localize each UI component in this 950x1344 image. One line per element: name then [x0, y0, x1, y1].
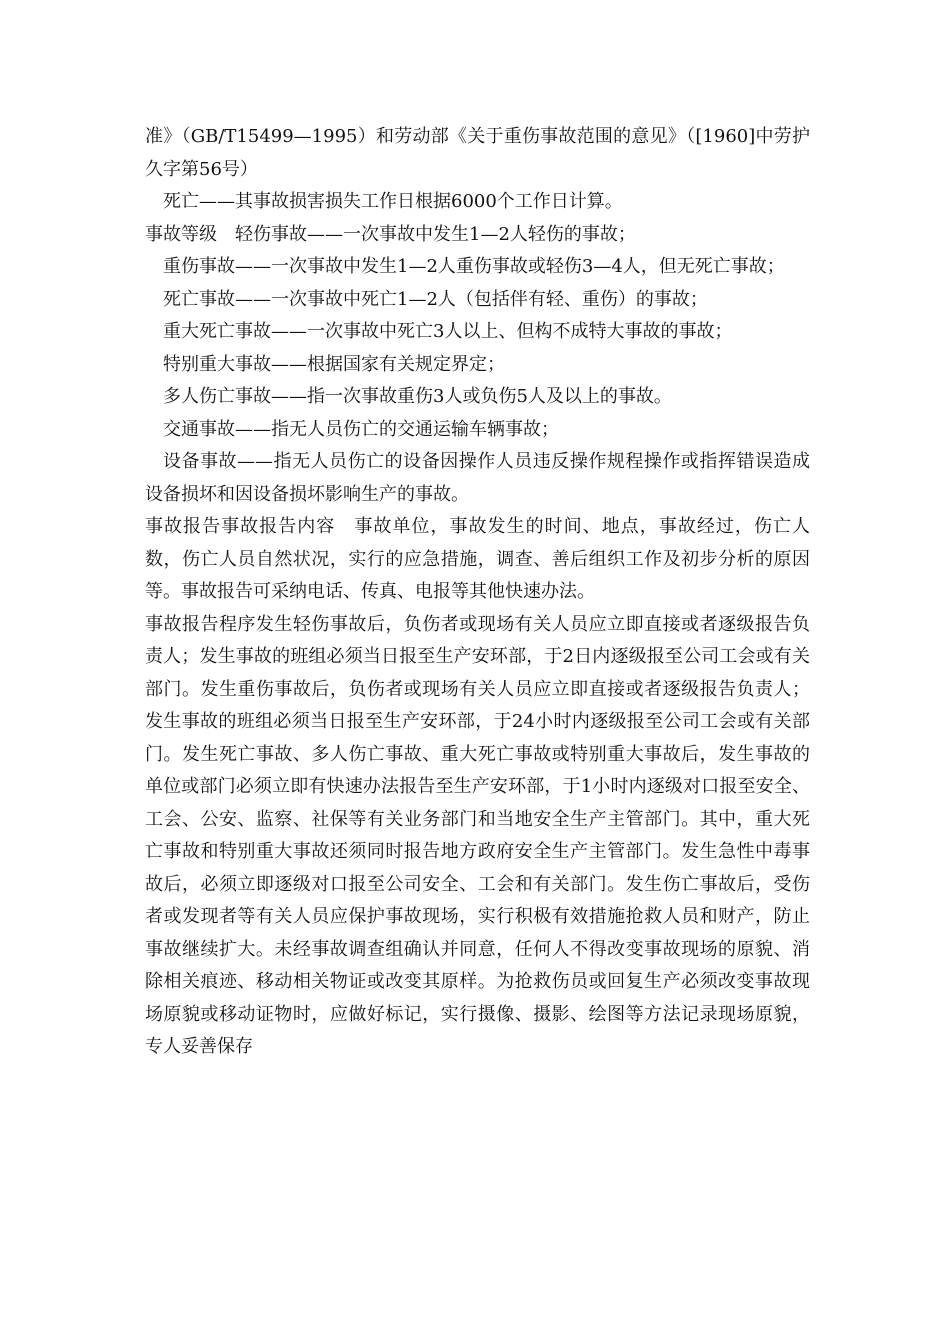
paragraph-report-procedure: 事故报告程序发生轻伤事故后，负伤者或现场有关人员应立即直接或者逐级报告负责人；发生事故的班组必须当日报至生产安环部，于2日内逐级报至公司工会或有关部门。发生重伤事故后，负伤者或现场有关人员应立即直接或者逐级报告负责人；发生事故的班组必须当日报至生产安环部，于24小时内逐级报至公司工会或有关部门。发生死亡事故、多人伤亡事故、重大死亡事故或特别重大事故后，发生事故的单位或部门必须立即有快速办法报告至生产安环部，于1小时内逐级对口报至安全、工会、公安、监察、社保等有关业务部门和当地安全生产主管部门。其中，重大死亡事故和特别重大事故还须同时报告地方政府安全生产主管部门。发生急性中毒事故后，必须立即逐级对口报至公司安全、工会和有关部门。发生伤亡事故后，受伤者或发现者等有关人员应保护事故现场，实行积极有效措施抢救人员和财产，防止事故继续扩大。未经事故调查组确认并同意，任何人不得改变事故现场的原貌、消除相关痕迹、移动相关物证或改变其原样。为抢救伤员或回复生产必须改变事故现场原貌或移动证物时，应做好标记，实行摄像、摄影、绘图等方法记录现场原貌，专人妥善保存 [145, 613, 810, 1057]
paragraph-traffic-accident: 交通事故——指无人员伤亡的交通运输车辆事故； [163, 418, 559, 440]
paragraph-especially-major-accident: 特别重大事故——根据国家有关规定界定； [163, 353, 505, 375]
paragraph-report-content: 事故报告事故报告内容 事故单位，事故发生的时间、地点，事故经过，伤亡人数，伤亡人员自然状况，实行的应急措施，调查、善后组织工作及初步分析的原因等。事故报告可采纳电话、传真、电报等其他快速办法。 [145, 516, 810, 602]
paragraph-equipment-accident: 设备事故——指无人员伤亡的设备因操作人员违反操作规程操作或指挥错误造成设备损坏和因设备损坏影响生产的事故。 [145, 451, 810, 505]
paragraph-multiple-casualty: 多人伤亡事故——指一次事故重伤3人或负伤5人及以上的事故。 [163, 386, 672, 407]
paragraph-minor-injury: 事故等级 轻伤事故——一次事故中发生1—2人轻伤的事故； [145, 223, 636, 245]
paragraph-major-fatal-accident: 重大死亡事故——一次事故中死亡3人以上、但构不成特大事故的事故； [163, 321, 733, 342]
paragraph-standard-reference: 准》（GB/T15499—1995）和劳动部《关于重伤事故范围的意见》（[1960]中劳护久字第56号） [145, 126, 810, 180]
document-body [145, 121, 810, 1064]
paragraph-fatal-accident: 死亡事故——一次事故中死亡1—2人（包括伴有轻、重伤）的事故； [163, 288, 708, 310]
paragraph-death-definition: 死亡——其事故损害损失工作日根据6000个工作日计算。 [163, 191, 623, 212]
paragraph-serious-injury: 重伤事故——一次事故中发生1—2人重伤事故或轻伤3—4人，但无死亡事故； [163, 256, 785, 277]
